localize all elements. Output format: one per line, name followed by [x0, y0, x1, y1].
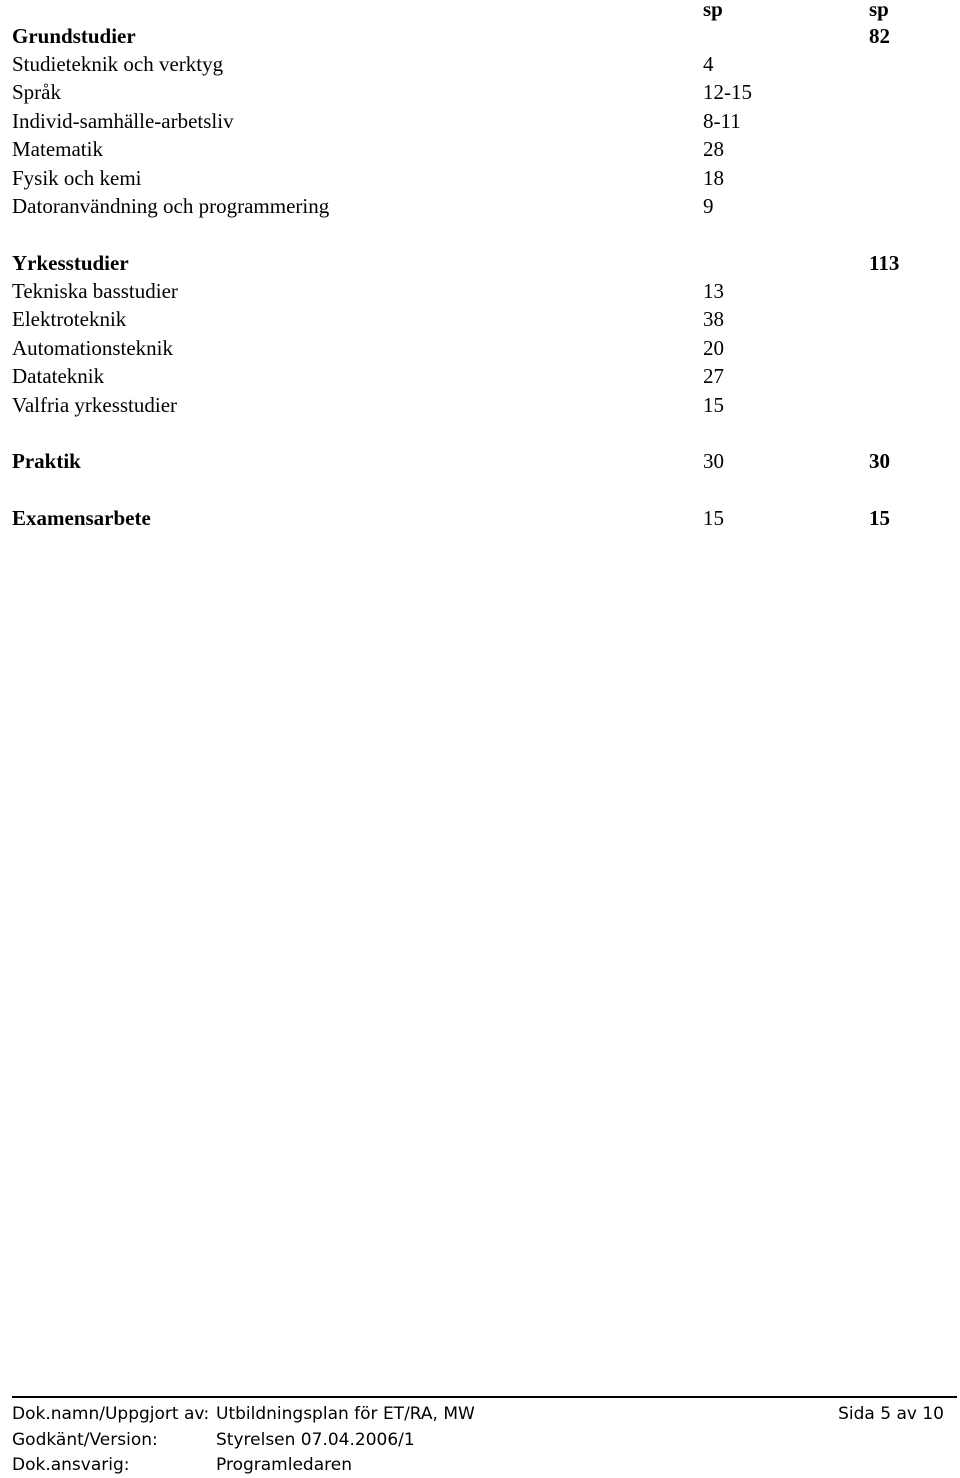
course-name: Matematik — [12, 137, 103, 161]
section-total: 82 — [869, 24, 890, 48]
section-credits: 30 — [703, 449, 724, 473]
section-title: Examensarbete — [12, 506, 151, 530]
footer-divider — [12, 1396, 957, 1398]
table-row — [12, 192, 952, 220]
sp-column-header: sp — [703, 0, 723, 21]
section-row-praktik — [12, 447, 952, 475]
section-credits: 15 — [703, 506, 724, 530]
course-name: Fysik och kemi — [12, 166, 142, 190]
course-credits: 8-11 — [703, 109, 741, 133]
course-name: Automationsteknik — [12, 336, 173, 360]
course-credits: 15 — [703, 393, 724, 417]
course-credits: 4 — [703, 52, 714, 76]
section-total: 113 — [869, 251, 900, 275]
course-name: Valfria yrkesstudier — [12, 393, 178, 417]
course-credits: 27 — [703, 364, 724, 388]
table-row — [12, 50, 952, 78]
section-total: 15 — [869, 506, 890, 530]
table-row — [12, 277, 952, 305]
section-total: 30 — [869, 449, 890, 473]
table-row — [12, 78, 952, 106]
course-name: Datoranvändning och programmering — [12, 194, 330, 218]
course-credits: 28 — [703, 137, 724, 161]
section-heading-yrkesstudier — [12, 249, 952, 277]
course-name: Datateknik — [12, 364, 105, 388]
table-row — [12, 305, 952, 333]
table-row — [12, 135, 952, 163]
footer-doc-name-label: Dok.namn/Uppgjort av: — [12, 1404, 210, 1424]
course-name: Elektroteknik — [12, 307, 127, 331]
table-row — [12, 391, 952, 419]
sp-total-column-header: sp — [869, 0, 889, 21]
table-header-row — [12, 0, 952, 23]
footer-page-number: Sida 5 av 10 — [838, 1404, 944, 1424]
footer-approved-value: Styrelsen 07.04.2006/1 — [216, 1430, 415, 1450]
section-title: Yrkesstudier — [12, 251, 129, 275]
course-credits: 12-15 — [703, 80, 752, 104]
course-credits: 9 — [703, 194, 714, 218]
footer-doc-name-value: Utbildningsplan för ET/RA, MW — [216, 1404, 475, 1424]
section-title: Grundstudier — [12, 24, 136, 48]
course-credits: 13 — [703, 279, 724, 303]
section-title: Praktik — [12, 449, 81, 473]
footer-responsible-label: Dok.ansvarig: — [12, 1455, 130, 1475]
section-row-examensarbete — [12, 504, 952, 532]
table-row — [12, 164, 952, 192]
section-heading-grundstudier — [12, 22, 952, 50]
course-credits: 38 — [703, 307, 724, 331]
course-credits: 20 — [703, 336, 724, 360]
table-row — [12, 334, 952, 362]
course-name: Tekniska basstudier — [12, 279, 178, 303]
course-name: Studieteknik och verktyg — [12, 52, 224, 76]
course-name: Språk — [12, 80, 61, 104]
course-credits: 18 — [703, 166, 724, 190]
footer-responsible-value: Programledaren — [216, 1455, 352, 1475]
footer-approved-label: Godkänt/Version: — [12, 1430, 158, 1450]
table-row — [12, 107, 952, 135]
course-name: Individ-samhälle-arbetsliv — [12, 109, 234, 133]
table-row — [12, 362, 952, 390]
